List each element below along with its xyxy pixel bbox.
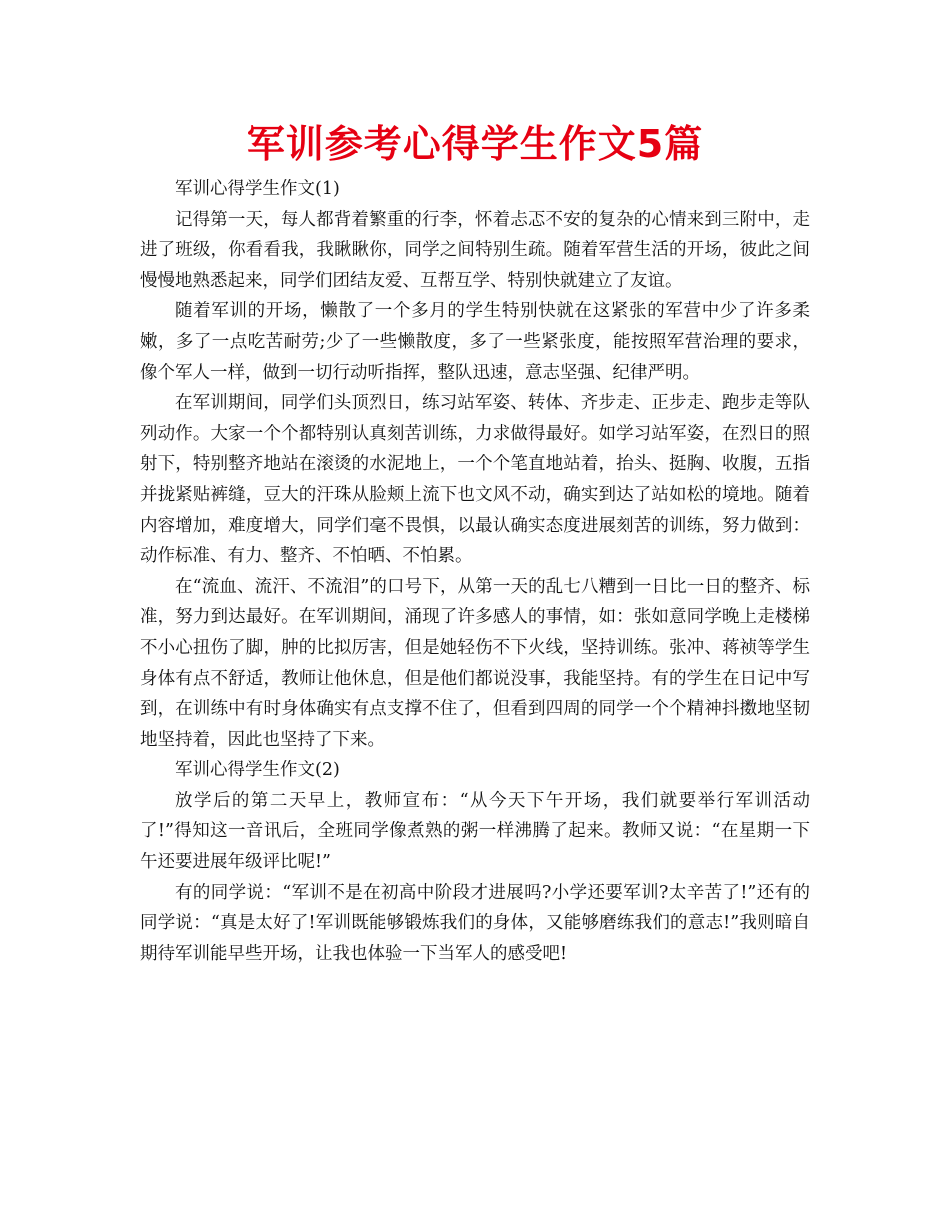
essay-section-2 <box>140 755 810 969</box>
essay-section-1 <box>140 174 810 755</box>
paragraph: 在军训期间，同学们头顶烈日，练习站军姿、转体、齐步走、正步走、跑步走等队列动作。大家一个个都特别认真刻苦训练，力求做得最好。如学习站军姿，在烈日的照射下，特别整齐地站在滚烫的水泥地上，一个个笔直地站着，抬头、挺胸、收腹，五指并拢紧贴裤缝，豆大的汗珠从脸颊上流下也文风不动，确实到达了站如松的境地。随着内容增加，难度增大，同学们毫不畏惧，以最认确实态度进展刻苦的训练，努力做到：动作标准、有力、整齐、不怕晒、不怕累。 <box>140 393 810 567</box>
paragraph: 有的同学说：“军训不是在初高中阶段才进展吗?小学还要军训?太辛苦了!”还有的同学说：“真是太好了!军训既能够锻炼我们的身体，又能够磨练我们的意志!”我则暗自期待军训能早些开场，让我也体验一下当军人的感受吧! <box>140 882 810 964</box>
document-title: 军训参考心得学生作文5篇 <box>246 122 704 166</box>
section-heading: 军训心得学生作文(1) <box>175 179 340 199</box>
paragraph: 记得第一天，每人都背着繁重的行李，怀着忐忑不安的复杂的心情来到三附中，走进了班级，你看看我，我瞅瞅你，同学之间特别生疏。随着军营生活的开场，彼此之间慢慢地熟悉起来，同学们团结友爱、互帮互学、特别快就建立了友谊。 <box>140 209 810 291</box>
paragraph: 随着军训的开场，懒散了一个多月的学生特别快就在这紧张的军营中少了许多柔嫩，多了一点吃苦耐劳;少了一些懒散度，多了一些紧张度，能按照军营治理的要求，像个军人一样，做到一切行动听指挥，整队迅速，意志坚强、纪律严明。 <box>140 301 810 383</box>
section-heading: 军训心得学生作文(2) <box>175 760 340 781</box>
paragraph: 在“流血、流汗、不流泪”的口号下，从第一天的乱七八糟到一日比一日的整齐、标准，努力到达最好。在军训期间，涌现了许多感人的事情，如：张如意同学晚上走楼梯不小心扭伤了脚，肿的比拟厉害，但是她轻伤不下火线，坚持训练。张冲、蒋祯等学生身体有点不舒适，教师让他休息，但是他们都说没事，我能坚持。有的学生在日记中写到，在训练中有时身体确实有点支撑不住了，但看到四周的同学一个个精神抖擞地坚韧地坚持着，因此也坚持了下来。 <box>140 576 810 750</box>
paragraph: 放学后的第二天早上，教师宣布：“从今天下午开场，我们就要举行军训活动了!”得知这一音讯后，全班同学像煮熟的粥一样沸腾了起来。教师又说：“在星期一下午还要进展年级评比呢!” <box>140 790 810 873</box>
